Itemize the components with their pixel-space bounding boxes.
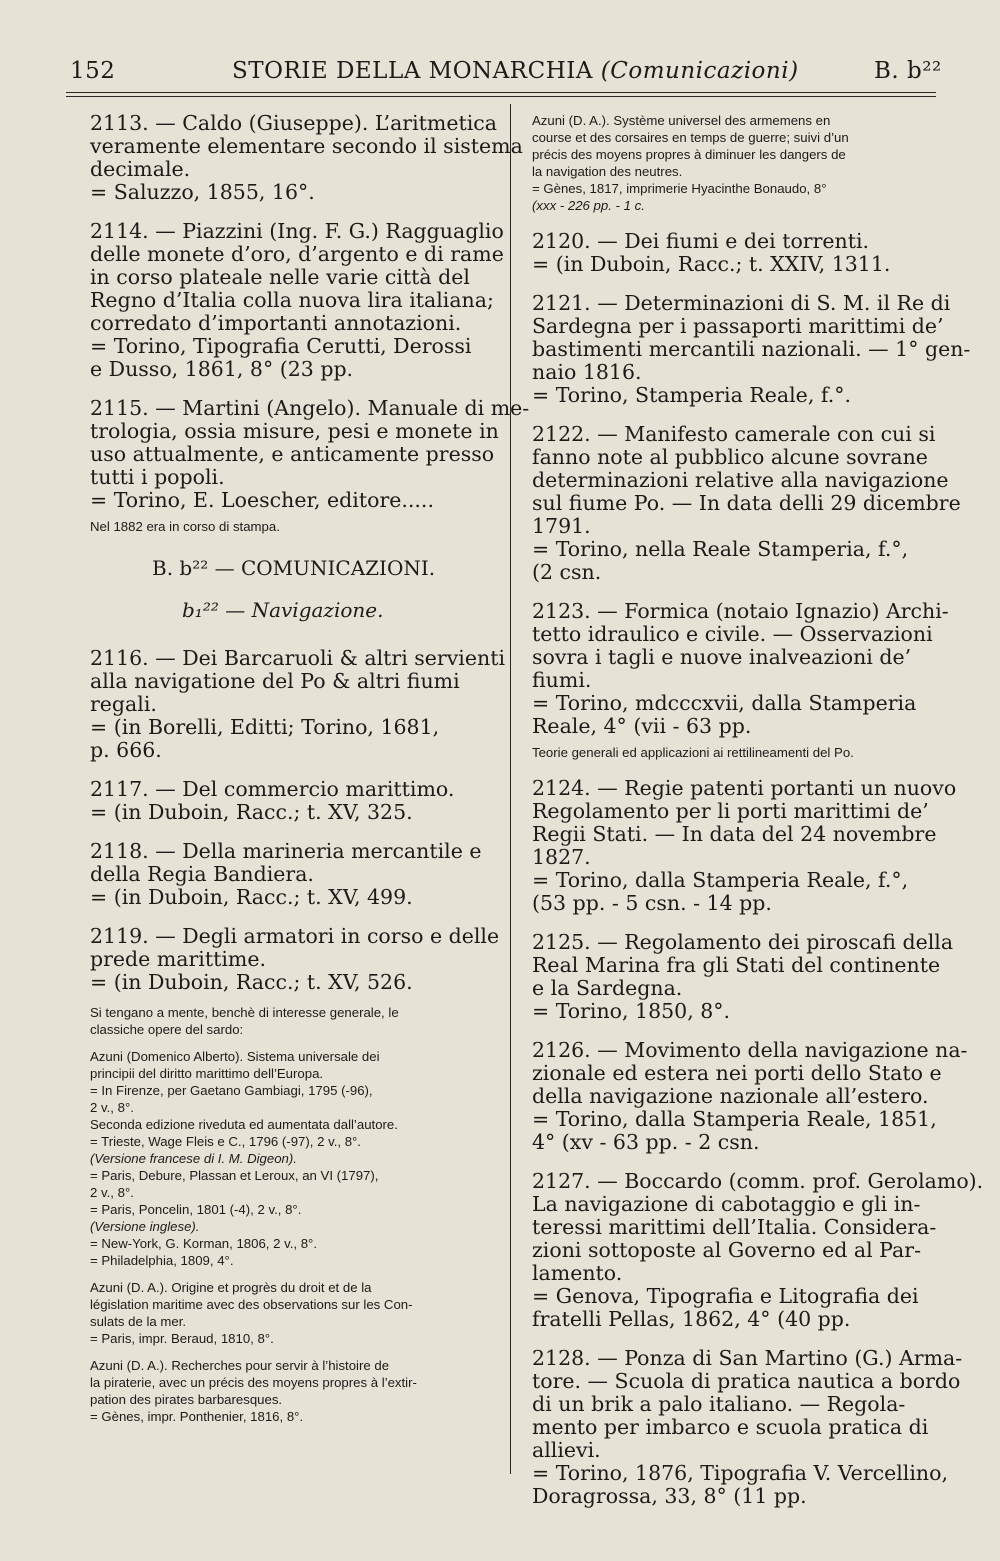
text-line: decimale.	[90, 157, 191, 181]
text-line: di un brik a palo italiano. — Regola-	[532, 1392, 906, 1416]
text-line: Azuni (D. A.). Recherches pour servir à l’histoire de	[90, 1358, 390, 1373]
text-line: tetto idraulico e civile. — Osservazioni	[532, 622, 933, 646]
running-title-main: STORIE DELLA MONARCHIA	[232, 58, 593, 84]
text-line: = (in Duboin, Racc.; t. XV, 526.	[90, 970, 413, 994]
text-line: alla navigatione del Po & altri fiumi	[90, 669, 460, 693]
text-line: prede marittime.	[90, 947, 266, 971]
header-rule	[66, 92, 936, 93]
text-line: législation maritime avec des observations sur les Con-	[90, 1297, 413, 1312]
text-line: veramente elementare secondo il sistema	[90, 134, 523, 158]
text-line: course et des corsaires en temps de guerre; suivi d’un	[532, 130, 849, 145]
text-line: 2117. — Del commercio marittimo.	[90, 777, 455, 801]
text-line: Regii Stati. — In data del 24 novembre	[532, 822, 937, 846]
entry-2128	[532, 1346, 963, 1508]
text-line: La navigazione di cabotaggio e gli in-	[532, 1192, 921, 1216]
text-line: uso attualmente, e anticamente presso	[90, 442, 495, 466]
text-line: Sardegna per i passaporti marittimi de’	[532, 314, 944, 338]
text-line: la navigation des neutres.	[532, 164, 683, 179]
section-heading: B. b²² — COMUNICAZIONI.	[152, 556, 436, 580]
text-line: 2115. — Martini (Angelo). Manuale di me-	[90, 396, 530, 420]
entry-2115-note: Nel 1882 era in corso di stampa.	[90, 519, 280, 534]
text-line: 2128. — Ponza di San Martino (G.) Arma-	[532, 1346, 963, 1370]
text-line: mento per imbarco e scuola pratica di	[532, 1415, 929, 1439]
text-line: zionale ed estera nei porti dello Stato e	[532, 1061, 942, 1085]
text-line: principii del diritto marittimo dell’Europa.	[90, 1066, 324, 1081]
text-line: della Regia Bandiera.	[90, 862, 314, 886]
text-line: 2120. — Dei fiumi e dei torrenti.	[532, 229, 870, 253]
text-line: Real Marina fra gli Stati del continente	[532, 953, 941, 977]
entry-2113	[90, 111, 523, 204]
text-line: = Torino, 1876, Tipografia V. Vercellino,	[532, 1461, 948, 1485]
text-line: = Saluzzo, 1855, 16°.	[90, 180, 315, 204]
subsection-heading: b₁²² — Navigazione.	[182, 598, 384, 622]
entry-2125	[532, 930, 954, 1023]
right-column	[532, 112, 984, 1524]
text-line: = Gènes, 1817, imprimerie Hyacinthe Bonaudo, 8°	[532, 181, 827, 196]
text-line: = Torino, 1850, 8°.	[532, 999, 731, 1023]
text-line: 2121. — Determinazioni di S. M. il Re di	[532, 291, 951, 315]
text-line: determinazioni relative alla navigazione	[532, 468, 949, 492]
text-line: = Torino, dalla Stamperia Reale, f.°,	[532, 868, 909, 892]
entry-2126	[532, 1038, 968, 1154]
text-line: = Philadelphia, 1809, 4°.	[90, 1253, 234, 1268]
text-line: (53 pp. - 5 csn. - 14 pp.	[532, 891, 772, 915]
text-line: = Paris, Poncelin, 1801 (-4), 2 v., 8°.	[90, 1202, 302, 1217]
text-line: (Versione francese di I. M. Digeon).	[90, 1151, 297, 1166]
text-line: 2127. — Boccardo (comm. prof. Gerolamo).	[532, 1169, 984, 1193]
text-line: 2122. — Manifesto camerale con cui si	[532, 422, 936, 446]
text-line: 2 v., 8°.	[90, 1100, 134, 1115]
text-line: 2124. — Regie patenti portanti un nuovo	[532, 776, 957, 800]
text-line: tore. — Scuola di pratica nautica a bordo	[532, 1369, 961, 1393]
entry-2118	[90, 840, 498, 909]
text-line: précis des moyens propres à diminuer les dangers de	[532, 147, 846, 162]
text-line: Reale, 4° (vii - 63 pp.	[532, 714, 752, 738]
text-line: 2119. — Degli armatori in corso e delle	[90, 924, 500, 948]
text-line: classiche opere del sardo:	[90, 1022, 244, 1037]
section-code: B. b²²	[874, 58, 942, 84]
text-line: = Gènes, impr. Ponthenier, 1816, 8°.	[90, 1409, 304, 1424]
text-line: = Genova, Tipografia e Litografia dei	[532, 1284, 919, 1308]
text-line: Regno d’Italia colla nuova lira italiana;	[90, 288, 494, 312]
text-line: = In Firenze, per Gaetano Gambiagi, 1795 (-96),	[90, 1083, 373, 1098]
text-line: fratelli Pellas, 1862, 4° (40 pp.	[532, 1307, 851, 1331]
spacer	[90, 1038, 498, 1048]
text-line: = Trieste, Wage Fleis e C., 1796 (-97), 2 v., 8°.	[90, 1134, 361, 1149]
text-line: (Versione inglese).	[90, 1219, 200, 1234]
text-line: 2118. — Della marineria mercantile e	[90, 839, 482, 863]
text-line: 2123. — Formica (notaio Ignazio) Archi-	[532, 599, 949, 623]
text-line: (2 csn.	[532, 560, 602, 584]
entry-2121	[532, 291, 971, 407]
text-line: = Torino, Tipografia Cerutti, Derossi	[90, 334, 472, 358]
entry-2115	[90, 396, 530, 512]
text-line: = Paris, impr. Beraud, 1810, 8°.	[90, 1331, 274, 1346]
text-line: Doragrossa, 33, 8° (11 pp.	[532, 1484, 807, 1508]
text-line: fanno note al pubblico alcune sovrane	[532, 445, 928, 469]
text-line: zioni sottoposte al Governo ed al Par-	[532, 1238, 921, 1262]
text-line: tutti i popoli.	[90, 465, 225, 489]
text-line: Regolamento per li porti marittimi de’	[532, 799, 929, 823]
text-line: e la Sardegna.	[532, 976, 683, 1000]
page-number: 152	[70, 58, 116, 84]
left-column	[90, 111, 530, 1425]
text-line: la piraterie, avec un précis des moyens propres à l’extir-	[90, 1375, 417, 1390]
text-line: = (in Duboin, Racc.; t. XXIV, 1311.	[532, 252, 891, 276]
text-line: (xxx - 226 pp. - 1 c.	[532, 198, 645, 213]
text-line: trologia, ossia misure, pesi e monete in	[90, 419, 499, 443]
entry-2120	[532, 230, 940, 276]
text-line: naio 1816.	[532, 360, 642, 384]
text-line: Azuni (Domenico Alberto). Sistema universale dei	[90, 1049, 380, 1064]
text-line: teressi marittimi dell’Italia. Considera-	[532, 1215, 937, 1239]
text-line: regali.	[90, 692, 157, 716]
entry-2123-note: Teorie generali ed applicazioni ai rettilineamenti del Po.	[532, 745, 854, 760]
text-line: = Torino, E. Loescher, editore.....	[90, 488, 434, 512]
text-line: delle monete d’oro, d’argento e di rame	[90, 242, 504, 266]
text-line: 1827.	[532, 845, 591, 869]
text-line: = Torino, mdcccxvii, dalla Stamperia	[532, 691, 917, 715]
text-line: Si tengano a mente, benchè di interesse generale, le	[90, 1005, 399, 1020]
text-line: e Dusso, 1861, 8° (23 pp.	[90, 357, 354, 381]
entry-2127	[532, 1169, 984, 1331]
text-line: della navigazione nazionale all’estero.	[532, 1084, 929, 1108]
entry-2124	[532, 776, 957, 915]
entry-2123	[532, 599, 949, 738]
text-line: = New-York, G. Korman, 1806, 2 v., 8°.	[90, 1236, 317, 1251]
text-line: 2113. — Caldo (Giuseppe). L’aritmetica	[90, 111, 497, 135]
text-line: allievi.	[532, 1438, 601, 1462]
text-line: Azuni (D. A.). Système universel des armemens en	[532, 113, 831, 128]
text-line: fiumi.	[532, 668, 592, 692]
text-line: = (in Borelli, Editti; Torino, 1681,	[90, 715, 440, 739]
entry-2116	[90, 646, 505, 762]
text-line: 1791.	[532, 514, 591, 538]
text-line: 2116. — Dei Barcaruoli & altri servienti	[90, 646, 505, 670]
text-line: p. 666.	[90, 738, 162, 762]
text-line: 4° (xv - 63 pp. - 2 csn.	[532, 1130, 760, 1154]
header-rule-2	[66, 96, 936, 97]
text-line: = (in Duboin, Racc.; t. XV, 499.	[90, 885, 413, 909]
text-line: corredato d’importanti annotazioni.	[90, 311, 462, 335]
entry-2122	[532, 422, 961, 584]
spacer	[90, 1269, 498, 1279]
spacer	[90, 1347, 498, 1357]
text-line: sovra i tagli e nuove inalveazioni de’	[532, 645, 912, 669]
running-title	[232, 58, 799, 84]
text-line: sulats de la mer.	[90, 1314, 187, 1329]
text-line: 2 v., 8°.	[90, 1185, 134, 1200]
text-line: lamento.	[532, 1261, 623, 1285]
text-line: Azuni (D. A.). Origine et progrès du droit et de la	[90, 1280, 372, 1295]
text-line: 2125. — Regolamento dei piroscafi della	[532, 930, 954, 954]
column-divider	[510, 104, 511, 1474]
text-line: Seconda edizione riveduta ed aumentata dall’autore.	[90, 1117, 398, 1132]
entry-2117	[90, 778, 498, 824]
text-line: bastimenti mercantili nazionali. — 1° gen-	[532, 337, 971, 361]
running-title-subtitle: (Comunicazioni)	[600, 58, 799, 84]
text-line: = Paris, Debure, Plassan et Leroux, an VI (1797),	[90, 1168, 379, 1183]
entry-2119	[90, 925, 498, 994]
azuni-systeme-note	[532, 112, 940, 214]
entry-2114	[90, 219, 504, 381]
azuni-notes	[90, 1004, 498, 1425]
text-line: 2114. — Piazzini (Ing. F. G.) Ragguaglio	[90, 219, 504, 243]
text-line: = Torino, Stamperia Reale, f.°.	[532, 383, 851, 407]
text-line: in corso plateale nelle varie città del	[90, 265, 470, 289]
text-line: = Torino, nella Reale Stamperia, f.°,	[532, 537, 909, 561]
text-line: = (in Duboin, Racc.; t. XV, 325.	[90, 800, 413, 824]
text-line: pation des pirates barbaresques.	[90, 1392, 283, 1407]
text-line: sul fiume Po. — In data delli 29 dicembre	[532, 491, 961, 515]
text-line: = Torino, dalla Stamperia Reale, 1851,	[532, 1107, 937, 1131]
text-line: 2126. — Movimento della navigazione na-	[532, 1038, 968, 1062]
